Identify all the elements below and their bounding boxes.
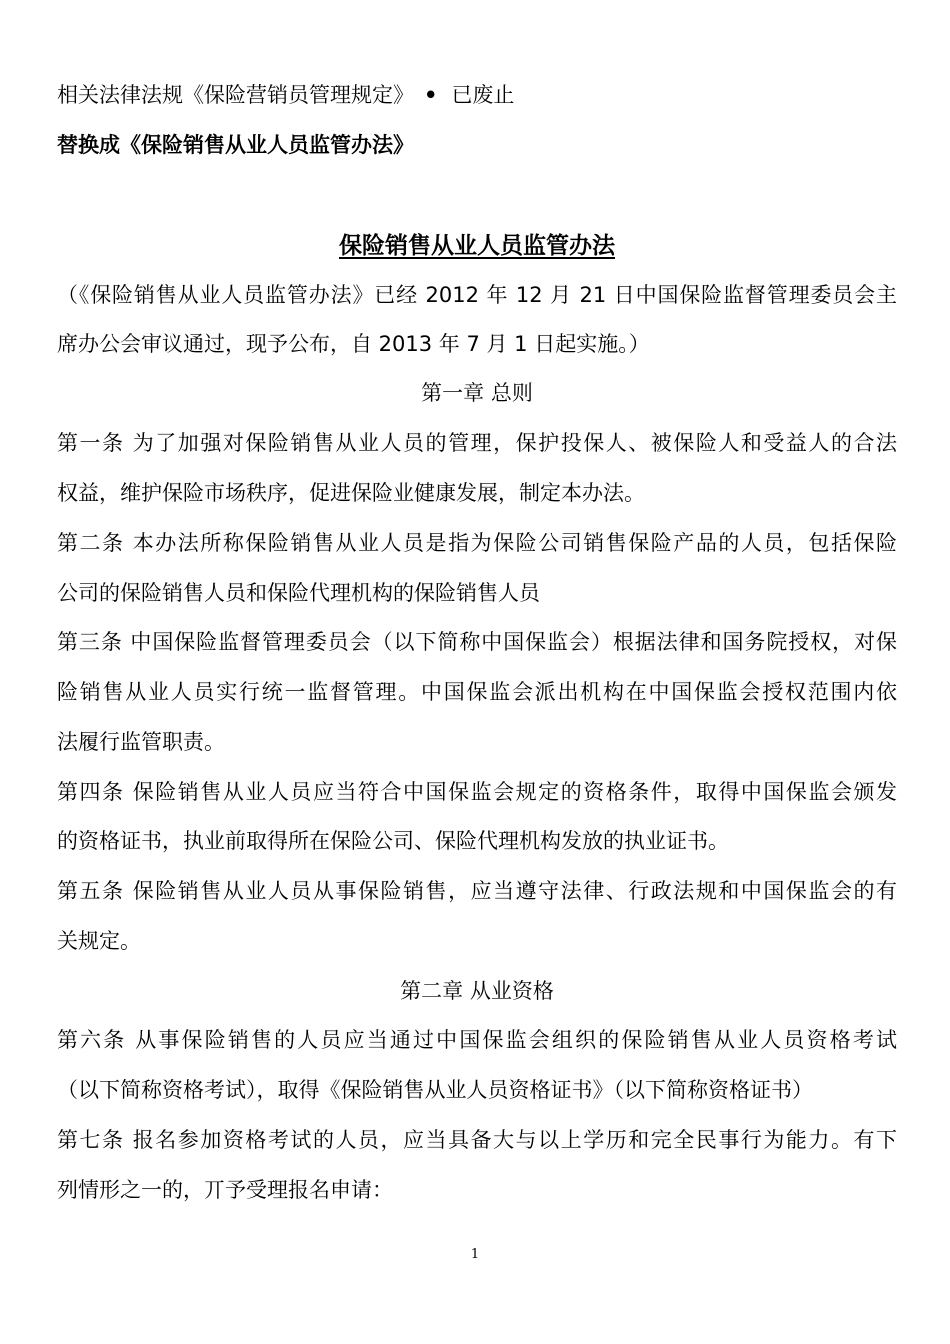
article-6-line-2: （以下简称资格考试），取得《保险销售从业人员资格证书》（以下简称资格证书）: [57, 1078, 813, 1102]
abolished-status: 已废止: [451, 83, 515, 107]
chapter-2-heading: 第二章 从业资格: [400, 979, 554, 1003]
replacement-line: 替换成《保险销售从业人员监管办法》: [57, 133, 414, 157]
article-5-line-1: 第五条 保险销售从业人员从事保险销售，应当遵守法律、行政法规和中国保监会的有: [57, 879, 897, 903]
article-5-line-2: 关规定。: [57, 929, 141, 953]
article-2-line-2: 公司的保险销售人员和保险代理机构的保险销售人员: [57, 581, 540, 605]
article-2-line-1: 第二条 本办法所称保险销售从业人员是指为保险公司销售保险产品的人员，包括保险: [57, 531, 897, 555]
article-4-line-2: 的资格证书，执业前取得所在保险公司、保险代理机构发放的执业证书。: [57, 829, 729, 853]
preamble-line-1: （《保险销售从业人员监管办法》已经 2012 年 12 月 21 日中国保险监督管理委员会主: [57, 283, 897, 307]
article-1-line-2: 权益，维护保险市场秩序，促进保险业健康发展，制定本办法。: [57, 481, 645, 505]
related-law-line: [57, 80, 897, 110]
article-7-line-1: 第七条 报名参加资格考试的人员，应当具备大与以上学历和完全民事行为能力。有下: [57, 1128, 897, 1152]
bullet-icon: •: [424, 83, 438, 107]
article-4-line-1: 第四条 保险销售从业人员应当符合中国保监会规定的资格条件，取得中国保监会颁发: [57, 780, 897, 804]
page-number: 1: [470, 1247, 480, 1262]
article-3-line-3: 法履行监管职责。: [57, 730, 225, 754]
article-6-line-1: 第六条 从事保险销售的人员应当通过中国保监会组织的保险销售从业人员资格考试: [57, 1028, 897, 1052]
preamble-line-2: 席办公会审议通过，现予公布，自 2013 年 7 月 1 日起实施。）: [57, 332, 650, 356]
related-law-text: 相关法律法规《保险营销员管理规定》: [57, 83, 414, 107]
article-1-line-1: 第一条 为了加强对保险销售从业人员的管理，保护投保人、被保险人和受益人的合法: [57, 431, 897, 455]
article-3-line-1: 第三条 中国保险监督管理委员会（以下简称中国保监会）根据法律和国务院授权，对保: [57, 630, 897, 654]
article-3-line-2: 险销售从业人员实行统一监督管理。中国保监会派出机构在中国保监会授权范围内依: [57, 680, 897, 704]
article-7-line-2: 列情形之一的，丌予受理报名申请：: [57, 1178, 393, 1202]
chapter-1-heading: 第一章 总则: [421, 381, 533, 405]
document-title: 保险销售从业人员监管办法: [339, 233, 615, 259]
